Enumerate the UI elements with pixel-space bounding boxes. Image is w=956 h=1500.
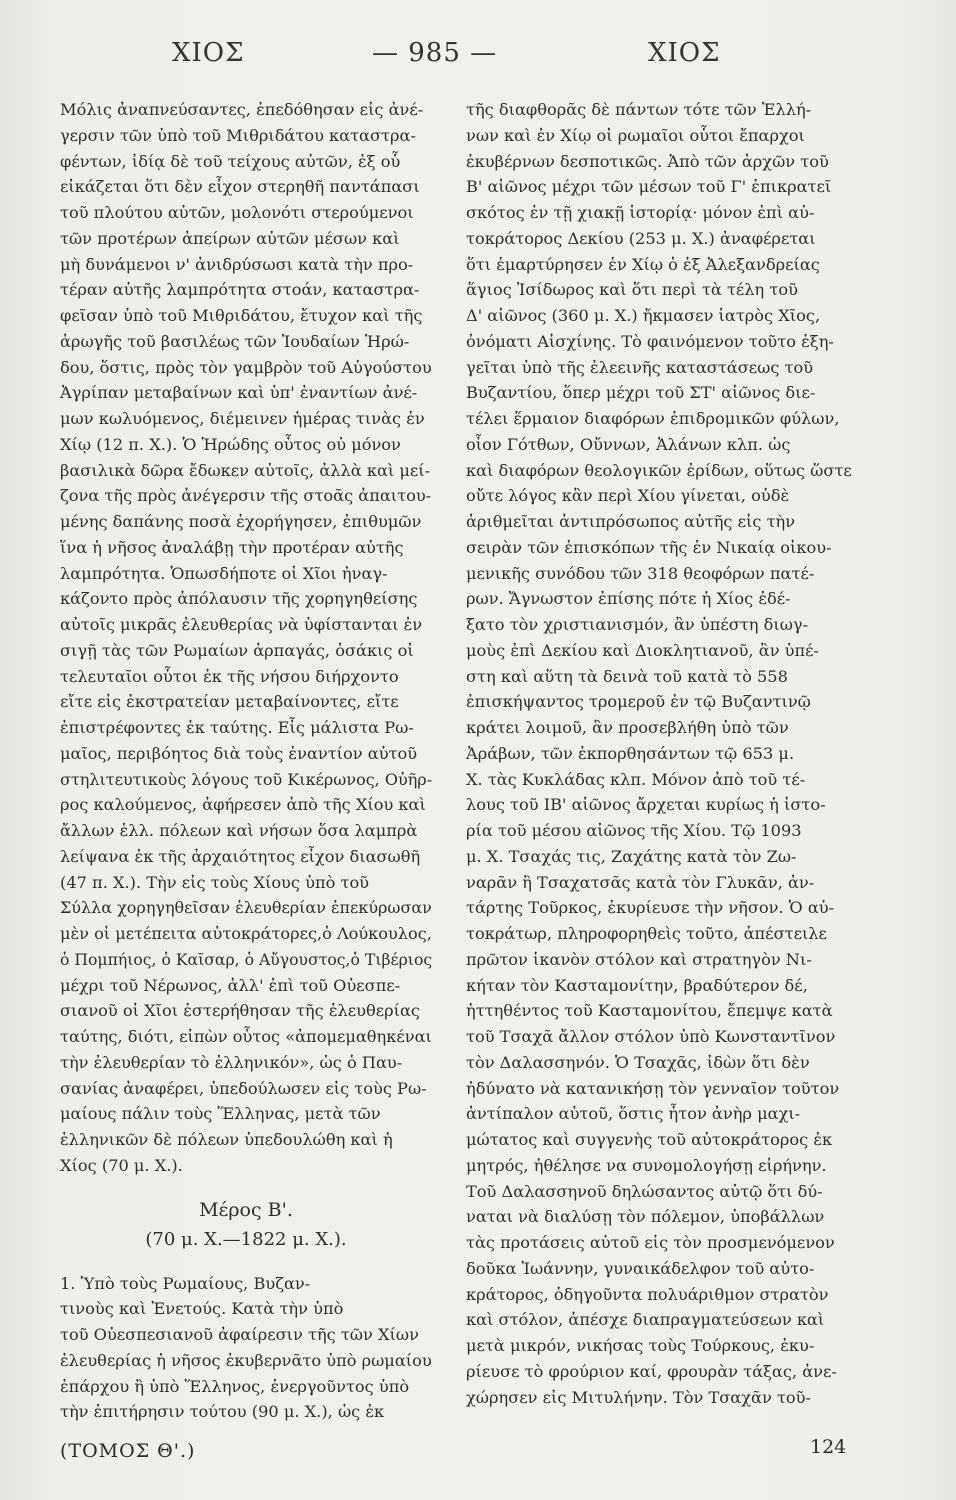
text-line: Χίῳ (12 π. Χ.). Ὁ Ἡρώδης οὗτος οὐ μόνον bbox=[60, 434, 401, 454]
text-line: καὶ στόλον, ἀπέσχε διαπραγματεύσεων καὶ bbox=[466, 1310, 825, 1330]
text-line: Δ' αἰῶνος (360 μ. Χ.) ἤκμασεν ἰατρὸς Χῖος, bbox=[466, 306, 821, 325]
text-line: μαίους πάλιν τοὺς Ἕλληνας, μετὰ τῶν bbox=[60, 1104, 381, 1124]
text-line: Σύλλα χορηγηθεῖσαν ἐλευθερίαν ἐπεκύρωσαν bbox=[60, 898, 432, 918]
text-line: πρῶτον ἱκανὸν στόλον καὶ στρατηγὸν Νι- bbox=[466, 949, 812, 969]
text-line: ἐπιστρέφοντες ἐκ ταύτης. Εἷς μάλιστα Ρω- bbox=[60, 718, 414, 737]
text-line: ρία τοῦ μέσου αἰῶνος τῆς Χίου. Τῷ 1093 bbox=[466, 821, 802, 840]
text-line: ξατο τὸν χριστιανισμόν, ἂν ὑπέστη διωγ- bbox=[466, 615, 809, 634]
text-line: Β' αἰῶνος μέχρι τῶν μέσων τοῦ Γ' ἐπικρατεῖ bbox=[466, 177, 832, 197]
text-line: κράτει λοιμοῦ, ἂν προσεβλήθη ὑπὸ τῶν bbox=[466, 718, 789, 737]
text-line: ρος καλούμενος, ἀφήρεσεν ἀπὸ τῆς Χίου καὶ bbox=[60, 795, 426, 815]
text-line: μένης δαπάνης ποσὰ ἐχορήγησεν, ἐπιθυμῶν bbox=[60, 512, 422, 531]
text-line: γερσιν τῶν ὑπὸ τοῦ Μιθριδάτου καταστρα- bbox=[60, 125, 416, 145]
text-line: τελευταῖοι οὗτοι ἐκ τῆς νήσου διήρχοντο bbox=[60, 666, 399, 686]
text-line: στηλιτευτικοὺς λόγους τοῦ Κικέρωνος, Οὐῆρ- bbox=[60, 769, 433, 789]
text-line: κήταν τὸν Κασταμονίτην, βραδύτερον δέ, bbox=[466, 975, 808, 995]
text-line: οἷον Γότθων, Οὔννων, Ἀλάνων κλπ. ὡς bbox=[466, 434, 791, 454]
text-line: Μόλις ἀναπνεύσαντες, ἐπεδόθησαν εἰς ἀνέ- bbox=[60, 100, 424, 119]
text-line: τὴν ἐλευθερίαν τὸ ἑλληνικόν», ὡς ὁ Παυ- bbox=[60, 1052, 403, 1072]
text-line: ναται νὰ διαλύσῃ τὸν πόλεμον, ὑποβάλλων bbox=[466, 1207, 825, 1227]
text-line: μὲν οἱ μετέπειτα αὐτοκράτορες,ὁ Λούκουλος, bbox=[60, 924, 432, 943]
column-gutter bbox=[448, 95, 449, 1275]
text-line: ναρᾶν ἢ Τσαχατσᾶς κατὰ τὸν Γλυκᾶν, ἀν- bbox=[466, 872, 815, 892]
text-line: Χίος (70 μ. Χ.). bbox=[60, 1155, 183, 1175]
text-line: τοῦ Οὐεσπεσιανοῦ ἀφαίρεσιν τῆς τῶν Χίων bbox=[60, 1325, 419, 1344]
text-line: σανίας ἀναφέρει, ὑπεδούλωσεν εἰς τοὺς Ρω- bbox=[60, 1078, 427, 1098]
text-line: εἰκάζεται ὅτι δὲν εἶχον στερηθῆ παντάπασι bbox=[60, 177, 420, 197]
text-line: τοῦ πλούτου αὐτῶν, μολονότι στερούμενοι bbox=[60, 203, 414, 222]
text-line: αὐτοῖς μικρᾶς ἐλευθερίας νὰ ὑφίστανται ἐν bbox=[60, 615, 423, 634]
text-line: ἑλληνικῶν δὲ πόλεων ὑπεδουλώθη καὶ ἡ bbox=[60, 1130, 393, 1149]
text-line: τὴν ἐπιτήρησιν τούτου (90 μ. Χ.), ὡς ἐκ bbox=[60, 1402, 385, 1422]
text-line: Ἀράβων, τῶν ἐκπορθησάντων τῷ 653 μ. bbox=[466, 743, 795, 763]
text-line: τὰς προτάσεις αὐτοῦ εἰς τὸν προσμενόμενον bbox=[466, 1233, 835, 1252]
text-line: φεῖσαν ὑπὸ τοῦ Μιθριδάτου, ἔτυχον καὶ τῆς bbox=[60, 306, 423, 325]
text-line: φέντων, ἰδίᾳ δὲ τοῦ τείχους αὐτῶν, ἐξ οὗ bbox=[60, 151, 401, 171]
text-line: ἐπισκήψαντος τρομεροῦ ἐν τῷ Βυζαντινῷ bbox=[466, 692, 811, 712]
text-line: τοκράτορος Δεκίου (253 μ. Χ.) ἀναφέρεται bbox=[466, 228, 816, 248]
text-line: λαμπρότητα. Ὁπωσδήποτε οἱ Χῖοι ἠναγ- bbox=[60, 563, 388, 583]
text-line: τοῦ Τσαχᾶ ἄλλον στόλον ὑπὸ Κωνσταντῖνον bbox=[466, 1027, 836, 1046]
text-line: ρων. Ἄγνωστον ἐπίσης πότε ἡ Χίος ἐδέ- bbox=[466, 589, 791, 609]
spacer bbox=[60, 1179, 432, 1195]
text-line: Χ. τὰς Κυκλάδας κλπ. Μόνον ἀπὸ τοῦ τέ- bbox=[466, 769, 806, 789]
text-line: μὴ δυνάμενοι ν' ἀνιδρύσωσι κατὰ τὴν προ- bbox=[60, 254, 414, 274]
text-line: ἐπάρχου ἢ ὑπὸ Ἕλληνος, ἐνεργοῦντος ὑπὸ bbox=[60, 1376, 410, 1396]
right-column bbox=[466, 97, 862, 1410]
page-number: — 985 — bbox=[372, 38, 498, 68]
text-line: τῆς διαφθορᾶς δὲ πάντων τότε τῶν Ἑλλή- bbox=[466, 100, 812, 119]
text-line: ἡττηθέντος τοῦ Κασταμονίτου, ἔπεμψε κατὰ bbox=[466, 1001, 833, 1021]
text-line: ρίευσε τὸ φρούριον καί, φρουρὰν τάξας, ἀνε- bbox=[466, 1361, 837, 1381]
text-line: ἐκυβέρνων δεσποτικῶς. Ἀπὸ τῶν ἀρχῶν τοῦ bbox=[466, 151, 829, 171]
text-line: Ἀγρίπαν μεταβαίνων καὶ ὑπ' ἐναντίων ἀνέ- bbox=[60, 383, 418, 403]
text-line: ὅτι ἐμαρτύρησεν ἐν Χίῳ ὁ ἐξ Ἀλεξανδρείας bbox=[466, 254, 820, 274]
text-line: σειρὰν τῶν ἐπισκόπων τῆς ἐν Νικαίᾳ οἰκου- bbox=[466, 537, 832, 557]
text-line: (47 π. Χ.). Τὴν εἰς τοὺς Χίους ὑπὸ τοῦ bbox=[60, 872, 370, 892]
text-line: ἅγιος Ἰσίδωρος καὶ ὅτι περὶ τὰ τέλη τοῦ bbox=[466, 280, 798, 300]
signature-mark: 124 bbox=[810, 1436, 847, 1458]
text-line: ἠδύνατο νὰ κατανικήσῃ τὸν γενναῖον τοῦτον bbox=[466, 1078, 840, 1098]
text-line: τοκράτωρ, πληροφορηθεὶς τοῦτο, ἀπέστειλε bbox=[466, 924, 827, 943]
header-right-title: ΧΙΟΣ bbox=[648, 38, 721, 68]
text-line: ἀριθμεῖται ἀντιπρόσωπος αὐτῆς εἰς τὴν bbox=[466, 512, 796, 531]
text-line: μέχρι τοῦ Νέρωνος, ἀλλ' ἐπὶ τοῦ Οὐεσπε- bbox=[60, 975, 401, 995]
text-line: τῶν προτέρων ἀπείρων αὐτῶν μέσων καὶ bbox=[60, 228, 400, 248]
text-line: κάζοντο πρὸς ἀπόλαυσιν τῆς χορηγηθείσης bbox=[60, 589, 418, 609]
text-line: μώτατος καὶ συγγενὴς τοῦ αὐτοκράτορος ἐκ bbox=[466, 1130, 833, 1149]
text-line: εἴτε εἰς ἐκστρατείαν μεταβαίνοντες, εἴτε bbox=[60, 692, 399, 712]
text-line: καὶ διαφόρων θεολογικῶν ἐρίδων, οὕτως ὥστε bbox=[466, 460, 852, 480]
text-line: μενικῆς συνόδου τῶν 318 θεοφόρων πατέ- bbox=[466, 563, 815, 583]
text-line: δοῦκα Ἰωάννην, γυναικάδελφον τοῦ αὐτο- bbox=[466, 1258, 815, 1278]
text-line: λείψανα ἐκ τῆς ἀρχαιότητος εἶχον διασωθῆ bbox=[60, 846, 421, 866]
text-line: Βυζαντίου, ὅπερ μέχρι τοῦ ΣΤ' αἰῶνος διε- bbox=[466, 383, 816, 403]
spacer bbox=[60, 1255, 432, 1271]
text-line: λους τοῦ ΙΒ' αἰῶνος ἄρχεται κυρίως ἡ ἱστο- bbox=[466, 795, 826, 815]
left-column bbox=[60, 97, 432, 1425]
text-line: τινοὺς καὶ Ἐνετούς. Κατὰ τὴν ὑπὸ bbox=[60, 1299, 344, 1319]
text-line: ὁ Πομπήιος, ὁ Καῖσαρ, ὁ Αὔγουστος,ὁ Τιβέριος bbox=[60, 949, 433, 969]
text-line: ὀνόματι Αἰσχίνης. Τὸ φαινόμενον τοῦτο ἐξη- bbox=[466, 331, 834, 351]
text-line: ἀρωγῆς τοῦ βασιλέως τῶν Ἰουδαίων Ἡρώ- bbox=[60, 331, 410, 351]
text-line: ἄλλων ἑλλ. πόλεων καὶ νήσων ὅσα λαμπρὰ bbox=[60, 821, 418, 840]
text-line: ἀντίπαλον αὐτοῦ, ὅστις ἦτον ἀνὴρ μαχι- bbox=[466, 1104, 801, 1124]
text-line: μαῖος, περιβόητος διὰ τοὺς ἐναντίον αὐτοῦ bbox=[60, 743, 418, 763]
text-line: σιανοῦ οἱ Χῖοι ἐστερήθησαν τῆς ἐλευθερίας bbox=[60, 1001, 420, 1021]
section-title: Μέρος Β'. bbox=[199, 1198, 293, 1221]
text-line: σκότος ἐν τῇ χιακῇ ἱστορίᾳ· μόνον ἐπὶ αὐ- bbox=[466, 203, 815, 222]
text-line: στη καὶ αὕτη τὰ δεινὰ τοῦ κατὰ τὸ 558 bbox=[466, 666, 788, 686]
running-header bbox=[0, 38, 956, 78]
text-line: μετὰ μικρόν, νικήσας τοὺς Τούρκους, ἐκυ- bbox=[466, 1336, 815, 1355]
text-line: μοὺς ἐπὶ Δεκίου καὶ Διοκλητιανοῦ, ἂν ὑπέ- bbox=[466, 640, 820, 660]
volume-label: (ΤΟΜΟΣ Θ'.) bbox=[60, 1440, 196, 1462]
text-line: μ. Χ. Τσαχάς τις, Ζαχάτης κατὰ τὸν Ζω- bbox=[466, 846, 797, 866]
text-line: δου, ὅστις, πρὸς τὸν γαμβρὸν τοῦ Αὐγούστου bbox=[60, 357, 432, 377]
text-line: τὸν Δαλασσηνόν. Ὁ Τσαχᾶς, ἰδὼν ὅτι δὲν bbox=[466, 1052, 810, 1072]
text-line: βασιλικὰ δῶρα ἔδωκεν αὐτοῖς, ἀλλὰ καὶ μεί- bbox=[60, 460, 431, 480]
text-line: τάρτης Τοῦρκος, ἐκυρίευσε τὴν νῆσον. Ὁ αὐ- bbox=[466, 898, 835, 918]
text-line: 1. Ὑπὸ τοὺς Ρωμαίους, Βυζαν- bbox=[60, 1273, 311, 1293]
text-line: οὔτε λόγος κἂν περὶ Χίου γίνεται, οὐδὲ bbox=[466, 486, 790, 506]
header-left-title: ΧΙΟΣ bbox=[172, 38, 245, 68]
text-line: τέλει ἕρμαιον διαφόρων ἐπιδρομικῶν φύλων, bbox=[466, 409, 840, 428]
text-line: μων κωλυόμενος, διέμεινεν ἡμέρας τινὰς ἐν bbox=[60, 409, 425, 428]
text-line: ταύτης, διότι, εἰπὼν οὗτος «ἀπομεμαθηκέναι bbox=[60, 1027, 432, 1046]
text-line: ἐλευθερίας ἡ νῆσος ἐκυβερνᾶτο ὑπὸ ρωμαίου bbox=[60, 1350, 432, 1370]
text-line: κράτορος, ὁδηγοῦντα πολυάριθμον στρατὸν bbox=[466, 1284, 829, 1304]
text-line: σιγῇ τὰς τῶν Ρωμαίων ἁρπαγάς, ὁσάκις οἱ bbox=[60, 640, 414, 660]
text-line: χώρησεν εἰς Μιτυλήνην. Τὸν Τσαχᾶν τοῦ- bbox=[466, 1387, 811, 1407]
text-line: Τοῦ Δαλασσηνοῦ δηλώσαντος αὐτῷ ὅτι δύ- bbox=[466, 1181, 823, 1201]
text-line: μητρός, ἠθέλησε να συνομολογήσῃ εἰρήνην. bbox=[466, 1155, 827, 1175]
text-line: γεῖται ὑπὸ τῆς ἐλεεινῆς καταστάσεως τοῦ bbox=[466, 357, 814, 377]
text-line: τέραν αὐτῆς λαμπρότητα στοάν, καταστρα- bbox=[60, 280, 420, 300]
text-line: ἵνα ἡ νῆσος ἀναλάβῃ τὴν προτέραν αὐτῆς bbox=[60, 537, 404, 557]
text-line: ζονα τῆς πρὸς ἀνέγερσιν τῆς στοᾶς ἀπαιτου- bbox=[60, 486, 432, 506]
section-dates: (70 μ. Χ.—1822 μ. Χ.). bbox=[145, 1228, 347, 1250]
text-line: νων καὶ ἐν Χίῳ οἱ ρωμαῖοι οὗτοι ἔπαρχοι bbox=[466, 125, 805, 145]
